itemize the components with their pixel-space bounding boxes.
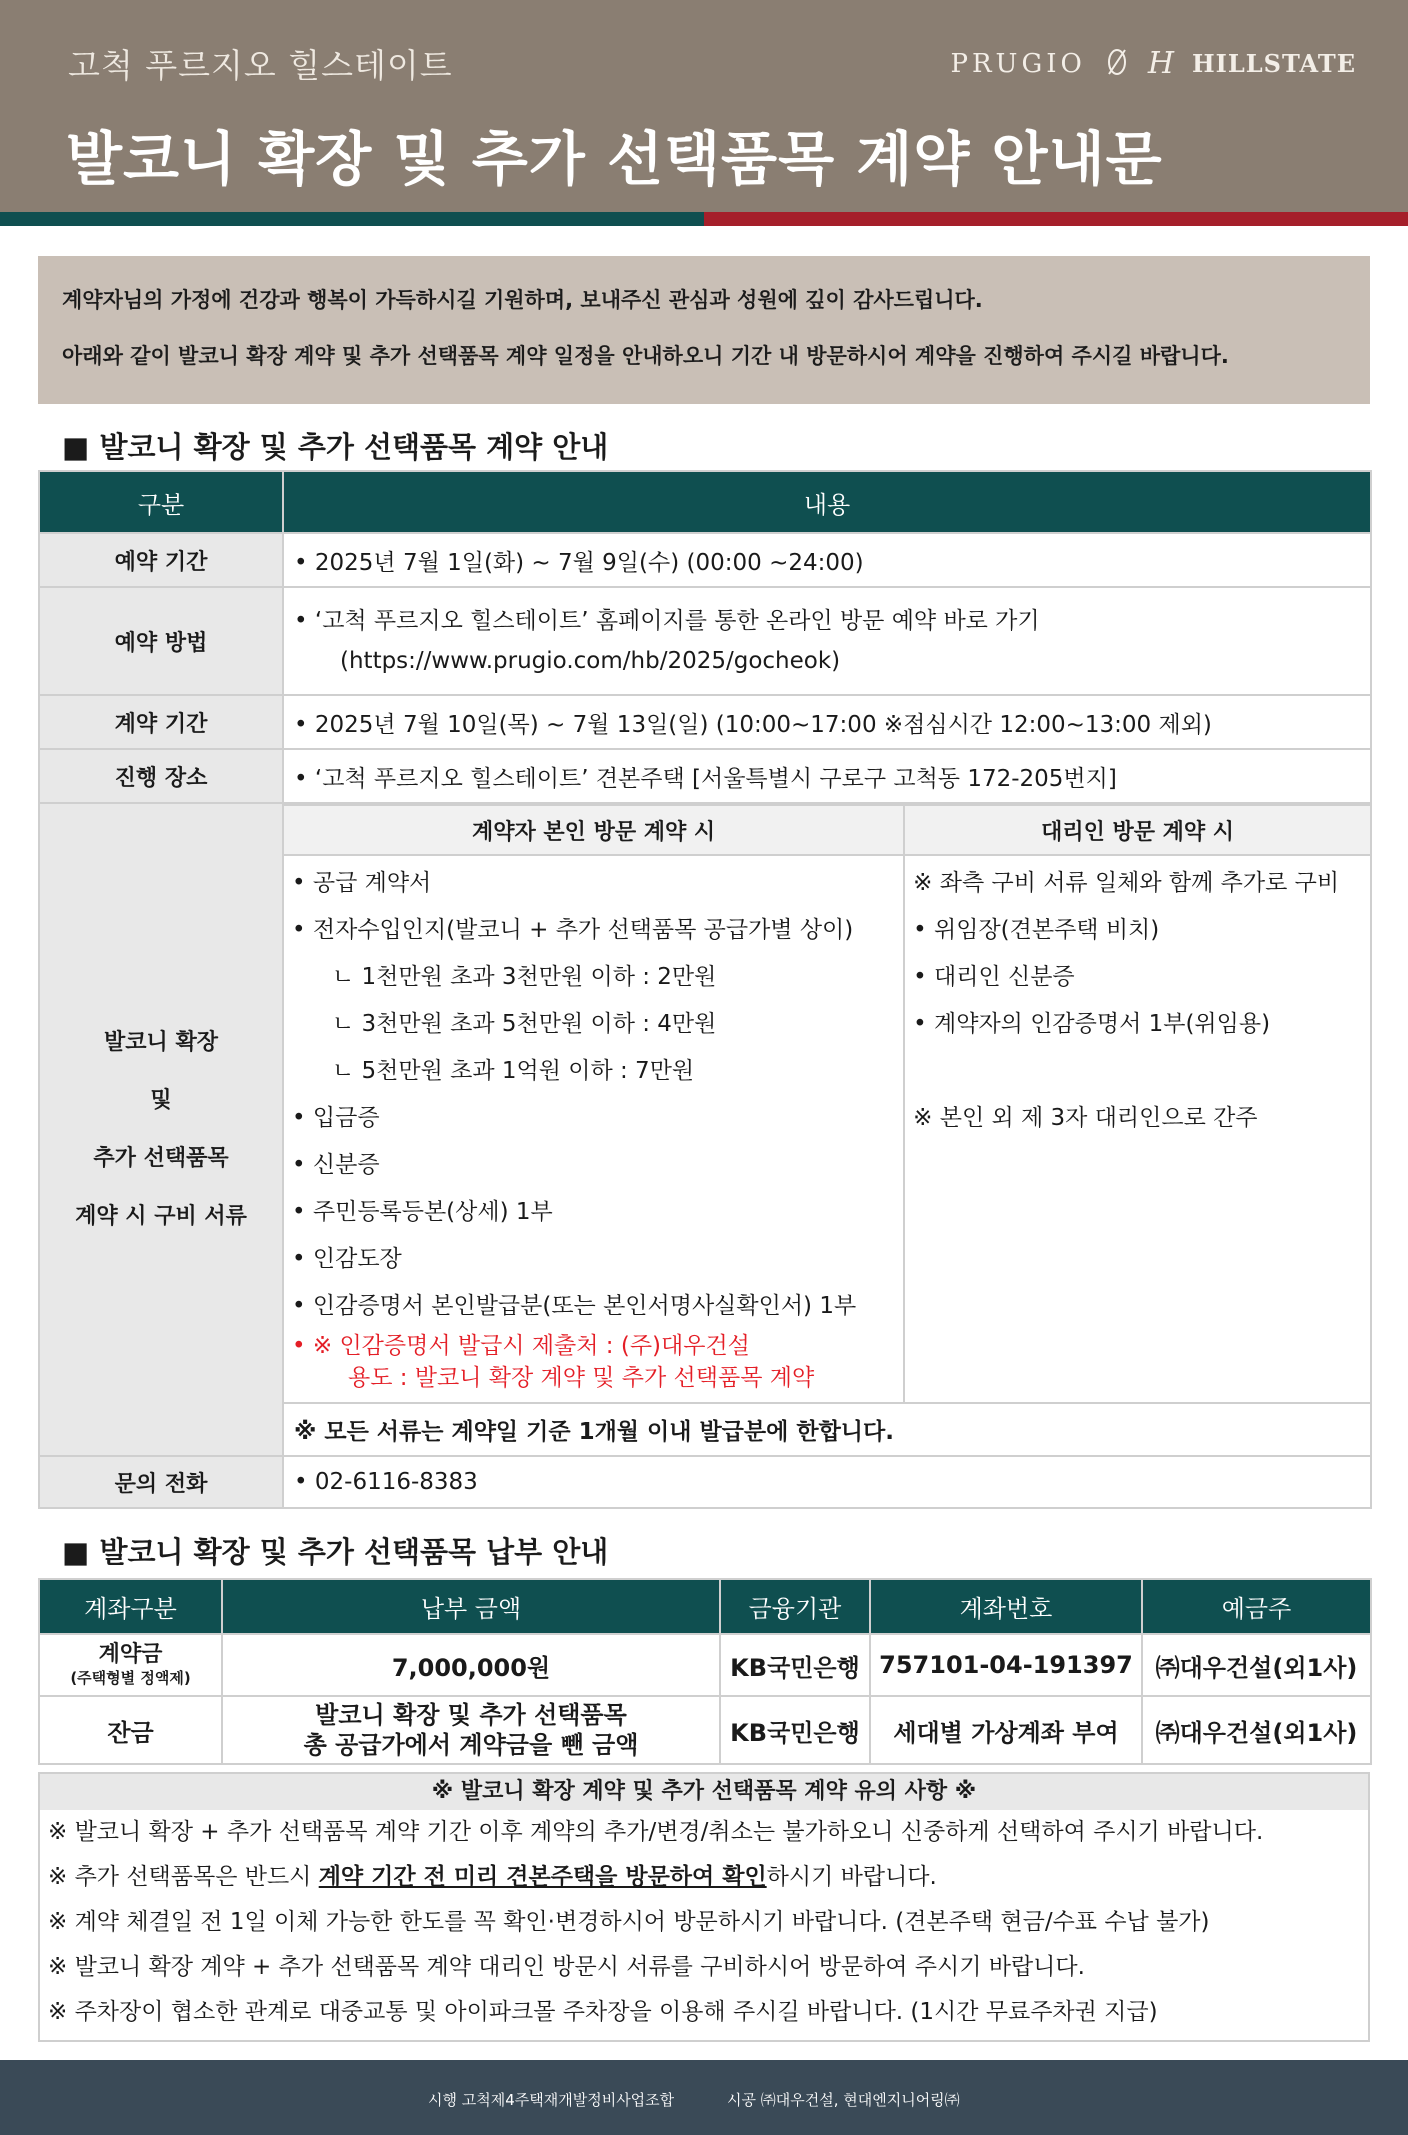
agent-visit-header: 대리인 방문 계약 시 <box>904 805 1370 855</box>
row2-amount-line-2: 총 공급가에서 계약금을 뺀 금액 <box>303 1731 639 1759</box>
footer-builder: 시공 ㈜대우건설, 현대엔지니어링㈜ <box>727 2091 960 2109</box>
prugio-logo: PRUGIO <box>950 48 1086 79</box>
row2-type: 잔금 <box>39 1696 222 1764</box>
col-account-number: 계좌번호 <box>870 1579 1142 1634</box>
reserve-period-value: • 2025년 7월 1일(화) ~ 7월 9일(수) (00:00 ~24:00) <box>283 533 1371 587</box>
caution-item: ※ 발코니 확장 계약 + 추가 선택품목 계약 대리인 방문시 서류를 구비하시어 방문하여 주시기 바랍니다. <box>48 1954 1085 1980</box>
header-banner <box>0 0 1408 212</box>
caution-item: ※ 발코니 확장 + 추가 선택품목 계약 기간 이후 계약의 추가/변경/취소는 불가하오니 신중하게 선택하여 주시기 바랍니다. <box>48 1819 1264 1845</box>
docs-label-line-1: 발코니 확장 <box>104 1029 218 1055</box>
col-amount: 납부 금액 <box>222 1579 720 1634</box>
list-item: • 전자수입인지(발코니 + 추가 선택품목 공급가별 상이) <box>292 917 854 943</box>
footer-executor: 시행 고척제4주택재개발정비사업조합 <box>428 2091 675 2109</box>
list-item: • 인감도장 <box>292 1246 402 1272</box>
row1-amount: 7,000,000원 <box>222 1634 720 1696</box>
contract-period-value: • 2025년 7월 10일(목) ~ 7월 13일(일) (10:00~17:00 ※점심시간 12:00~13:00 제외) <box>283 695 1371 749</box>
divider-stripe-red <box>704 212 1408 226</box>
cautions-box <box>38 1772 1370 2042</box>
row1-account: 757101-04-191397 <box>870 1634 1142 1696</box>
reserve-method-label: 예약 방법 <box>39 587 283 695</box>
list-item: • 입금증 <box>292 1105 380 1131</box>
section-title-payment: ■ 발코니 확장 및 추가 선택품목 납부 안내 <box>62 1535 609 1569</box>
list-item: • 위임장(견본주택 비치) <box>913 917 1160 943</box>
self-visit-header: 계약자 본인 방문 계약 시 <box>284 805 904 855</box>
greeting-line-1: 계약자님의 가정에 건강과 행복이 가득하시길 기원하며, 보내주신 관심과 성원에 깊이 감사드립니다. <box>62 288 983 312</box>
phone-value[interactable]: • 02-6116-8383 <box>283 1456 1371 1508</box>
col-bank: 금융기관 <box>720 1579 870 1634</box>
docs-subtable <box>284 804 1370 1455</box>
contract-info-table <box>38 470 1372 1509</box>
list-item: • 공급 계약서 <box>292 870 432 896</box>
list-item: • 계약자의 인감증명서 1부(위임용) <box>913 1011 1271 1037</box>
section-title-contract: ■ 발코니 확장 및 추가 선택품목 계약 안내 <box>62 430 609 464</box>
caution-item: ※ 계약 체결일 전 1일 이체 가능한 한도를 꼭 확인·변경하시어 방문하시기 바랍니다. (견본주택 현금/수표 수납 불가) <box>48 1909 1210 1935</box>
reserve-method-cell <box>283 587 1371 695</box>
brand-logos <box>950 46 1356 81</box>
docs-label-line-3: 추가 선택품목 <box>93 1145 229 1171</box>
col-holder: 예금주 <box>1142 1579 1371 1634</box>
row1-type <box>39 1634 222 1696</box>
cautions-title: ※ 발코니 확장 계약 및 추가 선택품목 계약 유의 사항 ※ <box>40 1774 1368 1810</box>
table-row <box>39 1634 1371 1696</box>
hillstate-logo: HILLSTATE <box>1192 49 1356 78</box>
caution-emphasis: 계약 기간 전 미리 견본주택을 방문하여 확인 <box>318 1864 767 1890</box>
contract-period-label: 계약 기간 <box>39 695 283 749</box>
row2-amount <box>222 1696 720 1764</box>
docs-label-line-2: 및 <box>150 1087 172 1113</box>
self-docs-list <box>284 855 904 1403</box>
col-category: 구분 <box>39 471 283 533</box>
reserve-link[interactable]: (https://www.prugio.com/hb/2025/gocheok) <box>340 648 841 674</box>
list-item: ※ 본인 외 제 3자 대리인으로 간주 <box>913 1105 1258 1131</box>
col-account-type: 계좌구분 <box>39 1579 222 1634</box>
docs-validity-note: ※ 모든 서류는 계약일 기준 1개월 이내 발급분에 한합니다. <box>284 1403 1370 1455</box>
row1-type-label: 계약금 <box>98 1642 163 1667</box>
reserve-method-text: • ‘고척 푸르지오 힐스테이트’ 홈페이지를 통한 온라인 방문 예약 바로 가기 <box>294 608 1040 634</box>
divider-stripe-green <box>0 212 704 226</box>
docs-label <box>39 803 283 1456</box>
row1-type-sub: (주택형별 정액제) <box>70 1669 191 1687</box>
seal-cert-purpose: 용도 : 발코니 확장 계약 및 추가 선택품목 계약 <box>348 1365 815 1391</box>
table-row <box>39 1696 1371 1764</box>
row2-holder: ㈜대우건설(외1사) <box>1142 1696 1371 1764</box>
row2-amount-line-1: 발코니 확장 및 추가 선택품목 <box>315 1701 627 1729</box>
list-item: • 주민등록등본(상세) 1부 <box>292 1199 553 1225</box>
place-value: • ‘고척 푸르지오 힐스테이트’ 견본주택 [서울특별시 구로구 고척동 172-205번지] <box>283 749 1371 803</box>
list-item: • 대리인 신분증 <box>913 964 1075 990</box>
caution-item-text: 하시기 바랍니다. <box>766 1864 937 1890</box>
agent-docs-list <box>904 855 1370 1403</box>
row2-bank: KB국민은행 <box>720 1696 870 1764</box>
docs-label-line-4: 계약 시 구비 서류 <box>75 1203 247 1229</box>
complex-name: 고척 푸르지오 힐스테이트 <box>68 46 453 85</box>
list-item <box>913 1048 1362 1095</box>
greeting-line-2: 아래와 같이 발코니 확장 계약 및 추가 선택품목 계약 일정을 안내하오니 기간 내 방문하시어 계약을 진행하여 주시길 바랍니다. <box>62 344 1229 368</box>
caution-item: ※ 주차장이 협소한 관계로 대중교통 및 아이파크몰 주차장을 이용해 주시길 바랍니다. (1시간 무료주차권 지급) <box>48 1999 1158 2025</box>
prugio-leaf-icon <box>1104 47 1130 81</box>
col-content: 내용 <box>283 471 1371 533</box>
list-item: • 신분증 <box>292 1152 380 1178</box>
place-label: 진행 장소 <box>39 749 283 803</box>
footer-bar <box>0 2060 1408 2135</box>
row1-bank: KB국민은행 <box>720 1634 870 1696</box>
reserve-period-label: 예약 기간 <box>39 533 283 587</box>
row2-account: 세대별 가상계좌 부여 <box>870 1696 1142 1764</box>
seal-cert-note: • ※ 인감증명서 발급시 제출처 : (주)대우건설 <box>292 1333 750 1359</box>
list-item: ※ 좌측 구비 서류 일체와 함께 추가로 구비 <box>913 870 1340 896</box>
page-title: 발코니 확장 및 추가 선택품목 계약 안내문 <box>66 125 1163 193</box>
list-item: • 인감증명서 본인발급분(또는 본인서명사실확인서) 1부 <box>292 1293 857 1319</box>
greeting-box <box>38 256 1370 404</box>
list-item: ㄴ 3천만원 초과 5천만원 이하 : 4만원 <box>332 1011 717 1037</box>
list-item: ㄴ 5천만원 초과 1억원 이하 : 7만원 <box>332 1058 695 1084</box>
caution-item <box>40 1855 1368 1900</box>
payment-table <box>38 1578 1372 1765</box>
caution-item-text: ※ 추가 선택품목은 반드시 <box>48 1864 319 1890</box>
phone-label: 문의 전화 <box>39 1456 283 1508</box>
list-item: ㄴ 1천만원 초과 3천만원 이하 : 2만원 <box>332 964 717 990</box>
docs-content <box>283 803 1371 1456</box>
row1-holder: ㈜대우건설(외1사) <box>1142 1634 1371 1696</box>
hillstate-emblem: H <box>1147 46 1174 81</box>
